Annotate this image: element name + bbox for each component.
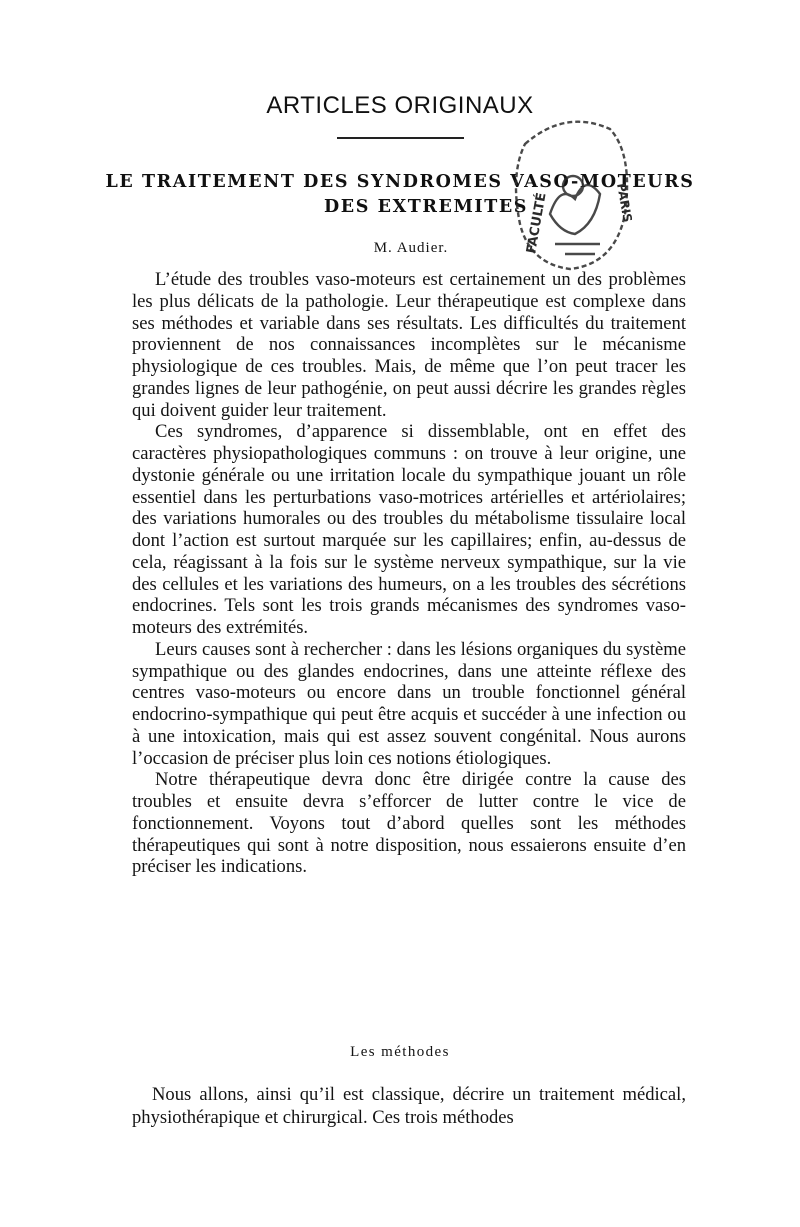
article-body (132, 269, 686, 878)
subsection-heading: Les méthodes (350, 1044, 450, 1060)
paragraph: Nous allons, ainsi qu’il est classique, décrire un traitement médical, physiothérapique et chirurgical. Ces trois méthodes (132, 1084, 686, 1128)
article-body-continued (132, 1083, 686, 1129)
section-heading: ARTICLES ORIGINAUX (266, 92, 534, 119)
heading-rule (337, 137, 464, 139)
stamp-text: PARIS (614, 182, 635, 224)
paragraph: L’étude des troubles vaso-moteurs est certainement un des problèmes les plus délicats de la pathologie. Leur thérapeutique est complexe dans ses méthodes et variable dans ses résultats. Les difficultés du traitement proviennent de nos connaissances incomplètes sur le mécanisme physiologique de ces troubles. Mais, de même que l’on peut tracer les grandes lignes de leur pathogénie, on peut aussi décrire les grandes règles qui doivent guider leur traitement. (132, 269, 686, 421)
paragraph: Leurs causes sont à rechercher : dans les lésions organiques du système sympathique ou des glandes endocrines, dans une atteinte réflexe des centres vaso-moteurs ou encore dans un trouble fonctionnel général endocrino-sympathique qui peut être acquis et succéder à une infection ou à une intoxication, mais qui est assez souvent congénital. Nous aurons l’occasion de préciser plus loin ces notions étiologiques. (132, 638, 686, 769)
author-label: M. Audier. (373, 240, 449, 256)
paragraph: Ces syndromes, d’apparence si dissemblable, ont en effet des caractères physiopathologiques communs : on trouve à leur origine, une dystonie générale ou une irritation locale du sympathique jouant un rôle essentiel dans les perturbations vaso-motrices artérielles et artériolaires; des variations humorales ou des troubles du métabolisme tissulaire local dont l’action est surtout marquée sur les capillaires; enfin, au-dessus de cela, réagissant à la fois sur le système nerveux sympathique, sur la vie des cellules et les variations des humeurs, on a les troubles des sécrétions endocrines. Tels sont les trois grands mécanismes des syndromes vaso-moteurs des extrémités. (132, 421, 686, 638)
article-title-line-1: LE TRAITEMENT DES SYNDROMES VASO-MOTEURS (105, 172, 695, 192)
stamp-text: FACULTÉ (524, 191, 550, 255)
paragraph: Notre thérapeutique devra donc être dirigée contre la cause des troubles et ensuite devra s’efforcer de lutter contre le vice de fonctionnement. Voyons tout d’abord quelles sont les méthodes thérapeutiques qui sont à notre disposition, nous essaierons ensuite d’en préciser les indications. (132, 769, 686, 878)
article-title-line-2: DES EXTREMITES (323, 197, 529, 217)
library-stamp (505, 104, 640, 276)
author-name (0, 236, 800, 258)
